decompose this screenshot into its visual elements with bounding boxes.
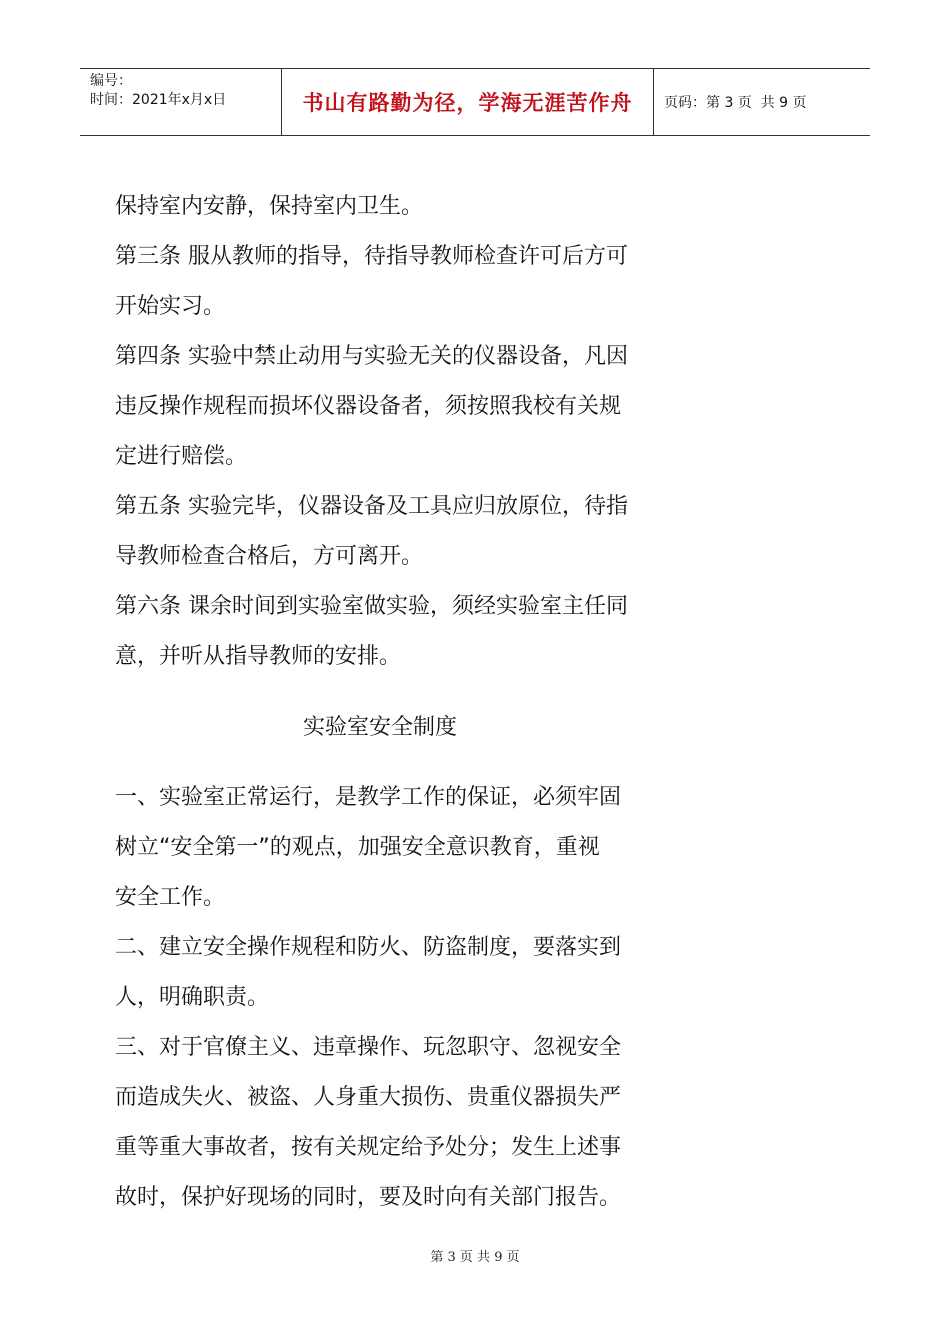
text-line: 第五条 实验完毕，仪器设备及工具应归放原位，待指 bbox=[115, 494, 628, 519]
text-line: 三、对于官僚主义、违章操作、玩忽职守、忽视安全 bbox=[115, 1035, 622, 1060]
text-line: 意，并听从指导教师的安排。 bbox=[115, 644, 402, 669]
text-line: 树立“安全第一”的观点，加强安全意识教育，重视 bbox=[115, 835, 600, 860]
text-line: 保持室内安静，保持室内卫生。 bbox=[115, 194, 424, 219]
text-line: 第六条 课余时间到实验室做实验，须经实验室主任同 bbox=[115, 594, 628, 619]
text-line: 导教师检查合格后，方可离开。 bbox=[115, 544, 424, 569]
header-page-info bbox=[654, 69, 870, 135]
text-line: 重等重大事故者，按有关规定给予处分；发生上述事 bbox=[115, 1135, 622, 1160]
header-meta bbox=[80, 69, 282, 135]
header-motto: 书山有路勤为径，学海无涯苦作舟 bbox=[282, 69, 654, 135]
text-line: 二、建立安全操作规程和防火、防盗制度，要落实到 bbox=[115, 935, 622, 960]
page-header bbox=[80, 68, 870, 136]
page-info-text: 页码：第 3 页 共 9 页 bbox=[664, 95, 807, 111]
safety-rules-text bbox=[115, 773, 655, 1223]
text-line: 第四条 实验中禁止动用与实验无关的仪器设备，凡因 bbox=[115, 344, 628, 369]
document-number: 编号： bbox=[90, 73, 132, 89]
text-line: 开始实习。 bbox=[115, 294, 226, 319]
text-line: 定进行赔偿。 bbox=[115, 444, 248, 469]
text-line: 故时，保护好现场的同时，要及时向有关部门报告。 bbox=[115, 1185, 622, 1210]
text-line: 人，明确职责。 bbox=[115, 985, 270, 1010]
text-line: 违反操作规程而损坏仪器设备者，须按照我校有关规 bbox=[115, 394, 622, 419]
section-title: 实验室安全制度 bbox=[302, 715, 457, 740]
footer-page-number: 第 3 页 共 9 页 bbox=[430, 1250, 520, 1265]
regulation-text bbox=[115, 182, 655, 682]
text-line: 安全工作。 bbox=[115, 885, 226, 910]
text-line: 一、实验室正常运行，是教学工作的保证，必须牢固 bbox=[115, 785, 622, 810]
page-footer bbox=[0, 1246, 950, 1265]
text-line: 而造成失火、被盗、人身重大损伤、贵重仪器损失严 bbox=[115, 1085, 622, 1110]
text-line: 第三条 服从教师的指导，待指导教师检查许可后方可 bbox=[115, 244, 628, 269]
document-date: 时间：2021年x月x日 bbox=[90, 92, 227, 108]
